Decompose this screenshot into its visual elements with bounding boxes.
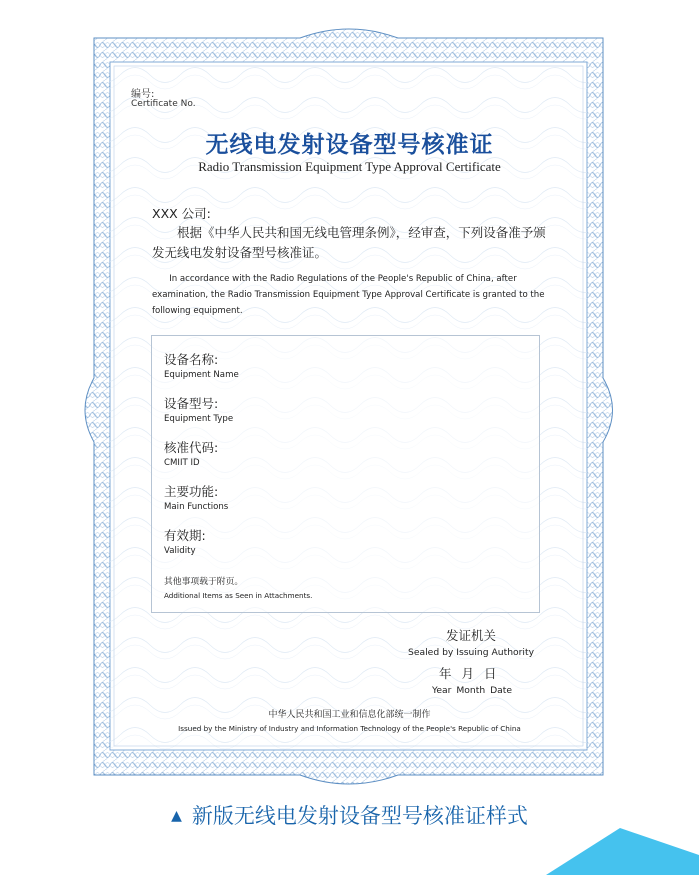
attachment-note: 其他事项载于附页。 [164, 577, 244, 587]
approval-paragraph: 根据《中华人民共和国无线电管理条例》，经审查，下列设备准予颁发无线电发射设备型号核准证。 [152, 225, 546, 260]
field-label-validity: 有效期: [164, 528, 206, 543]
issuer-footer: 中华人民共和国工业和信息化部统一制作 [268, 710, 431, 720]
certificate-number-label-en: Certificate No. [131, 99, 196, 109]
issue-date: 年 月 日 [439, 666, 497, 681]
field-label-main-functions: 主要功能: [164, 484, 219, 499]
issuing-authority-en: Sealed by Issuing Authority [408, 647, 535, 658]
certificate-number-label: 编号: [131, 89, 155, 100]
field-label-equipment-name: 设备名称: [164, 352, 219, 367]
field-label-validity-en: Validity [164, 546, 196, 556]
issuing-authority: 发证机关 [446, 628, 497, 643]
equipment-info-box [151, 335, 540, 613]
attachment-note-en: Additional Items as Seen in Attachments. [164, 591, 313, 600]
field-label-cmiit-id: 核准代码: [164, 440, 219, 455]
triangle-up-icon: ▲ [171, 808, 182, 824]
field-label-equipment-name-en: Equipment Name [164, 370, 239, 380]
certificate-title: 无线电发射设备型号核准证 [205, 132, 494, 158]
issue-date-en: Year Month Date [432, 685, 513, 696]
caption-text: 新版无线电发射设备型号核准证样式 [191, 804, 528, 828]
company-name: XXX 公司: [152, 206, 211, 221]
field-label-equipment-type: 设备型号: [164, 396, 219, 411]
certificate-title-en: Radio Transmission Equipment Type Approval Certificate [198, 159, 501, 174]
field-label-equipment-type-en: Equipment Type [164, 414, 234, 424]
caption [0, 800, 699, 830]
field-label-cmiit-id-en: CMIIT ID [164, 458, 200, 468]
approval-paragraph-en: In accordance with the Radio Regulations of the People's Republic of China, after examination, the Radio Transmission Equipment Type Approval Certificate is granted to the following equipment. [152, 274, 545, 316]
field-label-main-functions-en: Main Functions [164, 502, 229, 512]
issuer-footer-en: Issued by the Ministry of Industry and Information Technology of the People's Republic of China [178, 724, 521, 733]
